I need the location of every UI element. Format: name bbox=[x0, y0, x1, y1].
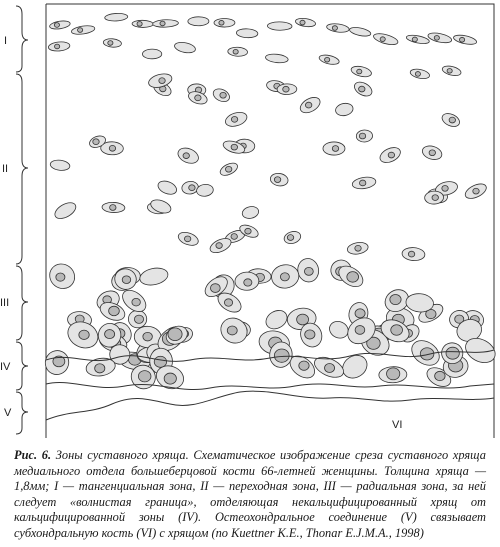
chondrocyte bbox=[138, 266, 169, 288]
chondrocyte-nucleus bbox=[109, 145, 115, 151]
chondrocyte-nucleus bbox=[231, 144, 237, 150]
chondrocyte-nucleus bbox=[134, 315, 143, 323]
chondrocyte-nucleus bbox=[432, 195, 438, 201]
zone-label-3: III bbox=[0, 297, 10, 309]
chondrocyte-nucleus bbox=[355, 245, 361, 251]
zone-label-5: V bbox=[4, 407, 12, 419]
chondrocyte-nucleus bbox=[359, 86, 365, 92]
chondrocyte-nucleus bbox=[325, 363, 335, 372]
chondrocyte bbox=[174, 41, 197, 55]
chondrocyte-nucleus bbox=[473, 188, 479, 194]
chondrocyte bbox=[214, 18, 235, 27]
chondrocyte bbox=[132, 20, 153, 28]
chondrocyte-nucleus bbox=[55, 44, 60, 49]
chondrocyte-nucleus bbox=[245, 228, 251, 234]
chondrocyte-nucleus bbox=[93, 139, 99, 145]
zone-label-2: II bbox=[2, 163, 9, 175]
chondrocyte-nucleus bbox=[224, 299, 232, 306]
chondrocyte-nucleus bbox=[210, 284, 220, 293]
chondrocyte-nucleus bbox=[299, 361, 309, 370]
osteochondral-junction-line bbox=[46, 391, 494, 420]
chondrocyte-nucleus bbox=[388, 152, 394, 158]
brace-zone-5 bbox=[16, 392, 28, 434]
chondrocyte-nucleus bbox=[54, 23, 59, 28]
caption-number: Рис. 6. bbox=[14, 448, 52, 462]
figure-caption bbox=[14, 448, 486, 542]
chondrocyte-nucleus bbox=[143, 332, 153, 341]
chondrocyte-nucleus bbox=[219, 20, 224, 25]
chondrocyte-nucleus bbox=[227, 326, 237, 335]
chondrocyte-nucleus bbox=[447, 68, 452, 73]
chondrocyte-nucleus bbox=[429, 150, 435, 156]
chondrocyte-nucleus bbox=[274, 177, 280, 183]
calcified-boundary-line bbox=[46, 382, 494, 389]
chondrocyte-nucleus bbox=[154, 356, 166, 367]
chondrocyte-nucleus bbox=[274, 349, 289, 362]
chondrocyte bbox=[265, 53, 289, 64]
chondrocyte bbox=[236, 28, 258, 38]
chondrocyte bbox=[327, 318, 351, 341]
chondrocyte bbox=[105, 13, 128, 22]
chondrocyte-nucleus bbox=[137, 22, 142, 27]
chondrocyte-nucleus bbox=[408, 251, 414, 257]
chondrocyte bbox=[338, 351, 371, 383]
chondrocyte-nucleus bbox=[56, 273, 65, 281]
chondrocyte-nucleus bbox=[434, 36, 439, 41]
chondrocyte bbox=[453, 33, 478, 46]
chondrocyte bbox=[50, 159, 71, 171]
chondrocyte-nucleus bbox=[412, 37, 417, 42]
chondrocyte bbox=[335, 102, 355, 117]
chondrocyte-nucleus bbox=[357, 69, 362, 74]
chondrocyte-nucleus bbox=[305, 330, 315, 339]
chondrocyte-nucleus bbox=[108, 41, 113, 46]
chondrocyte-nucleus bbox=[380, 37, 385, 42]
chondrocyte bbox=[142, 49, 161, 59]
chondrocyte-nucleus bbox=[347, 272, 359, 283]
chondrocyte-nucleus bbox=[283, 86, 289, 92]
chondrocyte-nucleus bbox=[220, 92, 226, 98]
chondrocyte-nucleus bbox=[332, 26, 337, 31]
chondrocyte-nucleus bbox=[195, 95, 201, 101]
chondrocyte-nucleus bbox=[233, 49, 238, 54]
chondrocyte-nucleus bbox=[78, 28, 83, 33]
chondrocyte-nucleus bbox=[355, 309, 365, 318]
chondrocyte-nucleus bbox=[459, 37, 464, 42]
chondrocyte-nucleus bbox=[359, 180, 365, 186]
chondrocyte-nucleus bbox=[168, 328, 182, 341]
chondrocyte bbox=[295, 17, 316, 28]
chondrocyte-nucleus bbox=[105, 330, 115, 339]
chondrocyte-nucleus bbox=[391, 325, 403, 336]
chondrocyte-nucleus bbox=[216, 243, 222, 249]
chondrocyte bbox=[263, 307, 291, 333]
chondrocyte-nucleus bbox=[387, 368, 400, 380]
chondrocyte bbox=[52, 199, 78, 221]
chondrocyte-nucleus bbox=[304, 267, 313, 275]
chondrocyte bbox=[349, 26, 372, 38]
chondrocyte-nucleus bbox=[159, 78, 165, 84]
chondrocyte-nucleus bbox=[132, 298, 140, 306]
chondrocyte-nucleus bbox=[442, 185, 448, 191]
brace-zone-2 bbox=[16, 74, 28, 264]
chondrocyte-nucleus bbox=[280, 273, 289, 281]
chondrocyte-nucleus bbox=[359, 133, 365, 139]
chondrocyte bbox=[156, 179, 178, 197]
chondrocyte-nucleus bbox=[231, 234, 237, 240]
chondrocyte-nucleus bbox=[355, 326, 365, 335]
chondrocyte-nucleus bbox=[184, 236, 190, 242]
chondrocyte bbox=[241, 205, 260, 220]
chondrocyte-nucleus bbox=[109, 306, 120, 316]
zone-label-4: IV bbox=[0, 361, 11, 373]
caption-text: Зоны суставного хряща. Схематическое изображение среза суставного хряща медиального отдела большеберцовой кости 66-летней женщины. Толщина хряща — 1,8мм; I — тангенциальная зона, II — переходная зона, III — радиальная зона, за ней следует «волнистая граница», отделяющая некальцифицированный хрящ от кальцифицированной зоны (IV). Остеохондральное соединение (V) связывает субхондральную кость (VI) с хрящом (по Kuettner K.E., Thonar E.J.M.A., 1998) bbox=[14, 448, 486, 540]
chondrocyte-nucleus bbox=[300, 20, 305, 25]
chondrocyte-nucleus bbox=[79, 330, 89, 339]
chondrocyte-nucleus bbox=[164, 373, 176, 384]
chondrocyte-nucleus bbox=[415, 72, 420, 77]
chondrocyte-nucleus bbox=[110, 205, 116, 211]
chondrocyte bbox=[267, 22, 292, 31]
chondrocyte-nucleus bbox=[305, 102, 311, 108]
chondrocyte-nucleus bbox=[449, 117, 455, 123]
chondrocyte-nucleus bbox=[138, 371, 151, 382]
zone-braces bbox=[16, 6, 28, 434]
chondrocyte-nucleus bbox=[225, 166, 231, 172]
chondrocyte-nucleus bbox=[160, 21, 165, 26]
chondrocyte-nucleus bbox=[435, 371, 445, 380]
chondrocyte-nucleus bbox=[325, 57, 330, 62]
brace-zone-4 bbox=[16, 342, 28, 390]
chondrocyte-nucleus bbox=[231, 116, 237, 122]
brace-zone-1 bbox=[16, 6, 28, 72]
chondrocyte-nucleus bbox=[390, 294, 401, 304]
chondrocyte-nucleus bbox=[446, 347, 459, 359]
chondrocyte-cells bbox=[41, 13, 499, 394]
brace-zone-3 bbox=[16, 266, 28, 340]
chondrocyte-nucleus bbox=[95, 364, 105, 373]
chondrocyte bbox=[196, 183, 214, 197]
region-label-subchondral-bone: VI bbox=[392, 419, 403, 431]
chondrocyte-nucleus bbox=[189, 185, 195, 191]
chondrocyte-nucleus bbox=[244, 279, 252, 286]
chondrocyte-nucleus bbox=[297, 314, 309, 325]
chondrocyte-nucleus bbox=[287, 235, 293, 241]
chondrocyte-nucleus bbox=[122, 276, 131, 284]
chondrocyte-nucleus bbox=[332, 146, 338, 152]
zone-label-1: I bbox=[4, 35, 8, 47]
chondrocyte bbox=[188, 17, 209, 26]
chondrocyte-nucleus bbox=[183, 153, 189, 159]
